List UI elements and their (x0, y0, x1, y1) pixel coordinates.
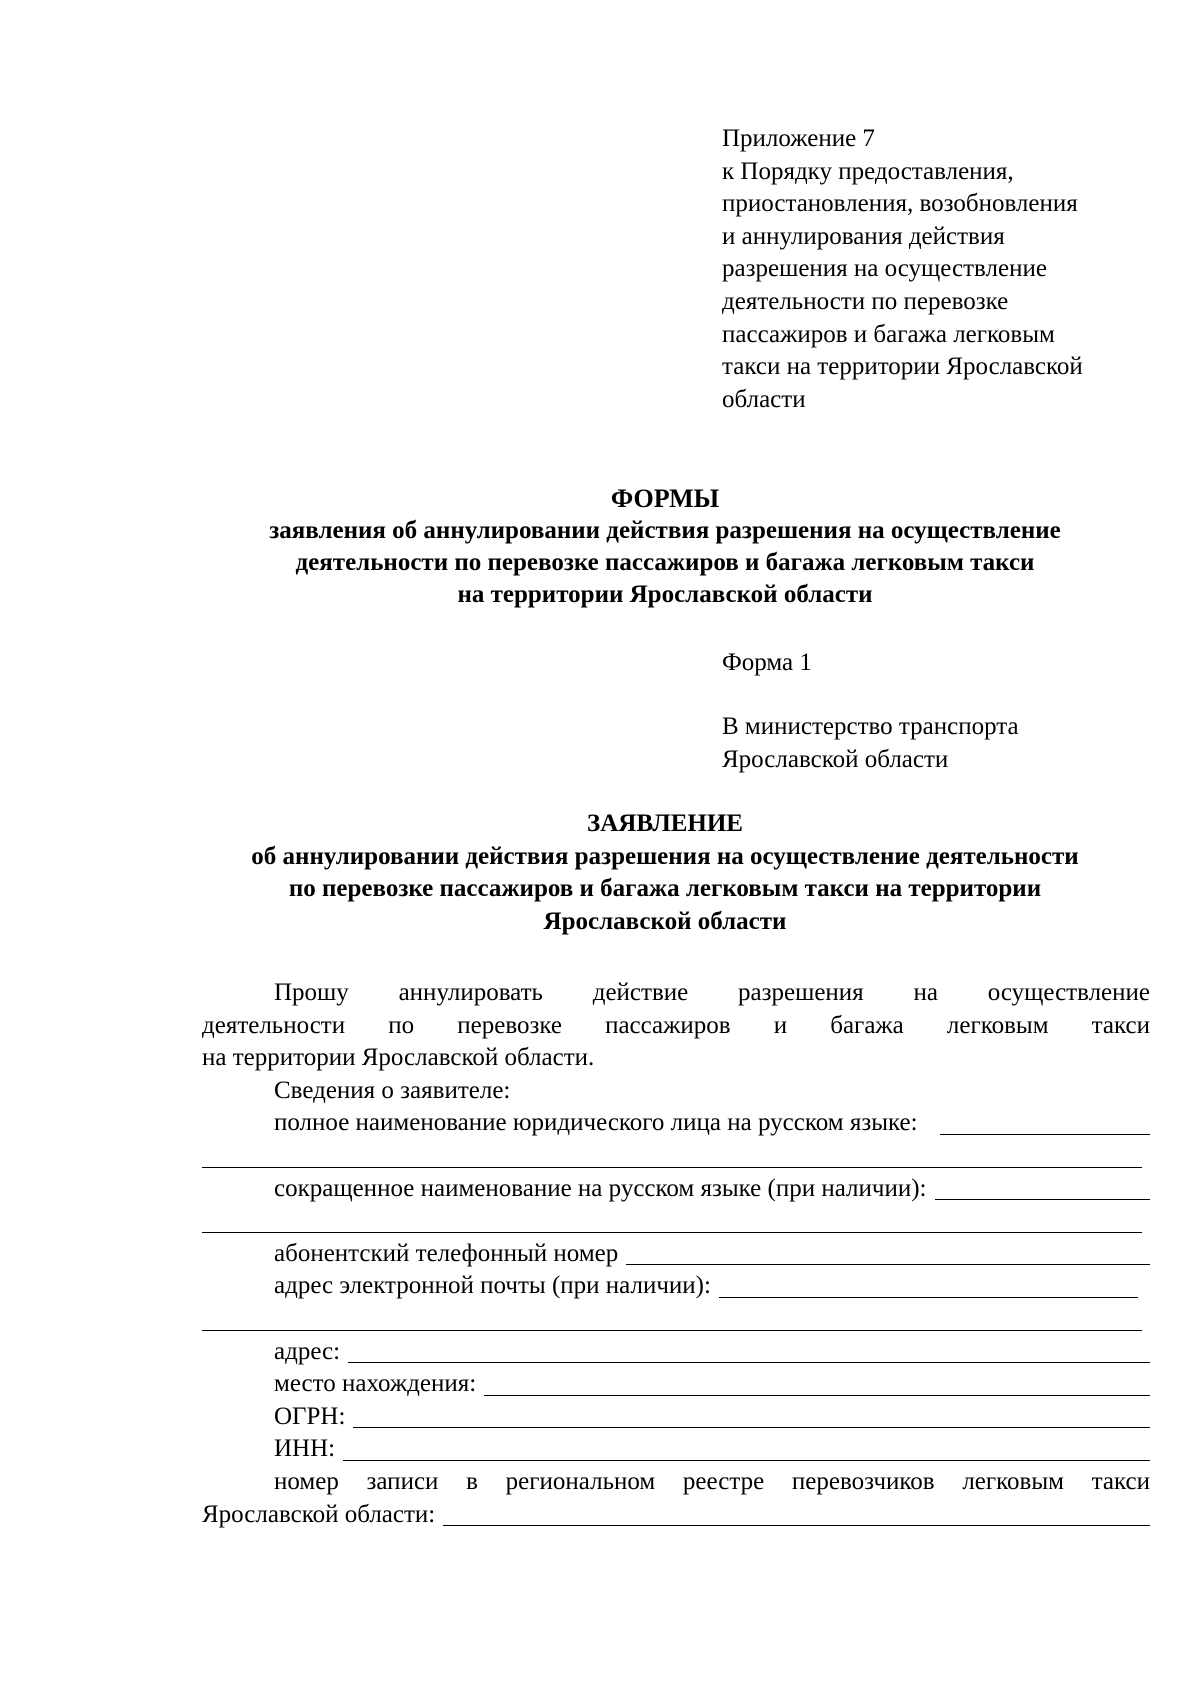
email-field-continued[interactable] (202, 1303, 1150, 1336)
request-text-line: деятельности по перевозке пассажиров и багажа легковым такси (202, 1011, 1150, 1039)
appendix-line: области (722, 385, 806, 413)
forms-title-line: деятельности по перевозке пассажиров и багажа легковым такси (295, 549, 1035, 576)
forms-title (200, 483, 1130, 611)
ogrn-field[interactable] (353, 1427, 1150, 1428)
location-label: место нахождения: (274, 1370, 477, 1398)
registry-row (202, 1499, 1150, 1532)
location-field[interactable] (484, 1395, 1150, 1396)
request-text-line: Прошу аннулировать действие разрешения на осуществление (274, 979, 1150, 1006)
addressee-line: Ярославской области (722, 745, 949, 773)
appendix-line: приостановления, возобновления (722, 190, 1078, 218)
forms-heading: ФОРМЫ (610, 484, 720, 513)
forms-title-line: на территории Ярославской области (457, 581, 873, 608)
full-name-field-continued[interactable] (202, 1140, 1150, 1173)
phone-row (202, 1238, 1150, 1271)
appendix-line: Приложение 7 (722, 125, 875, 152)
addressee-line: В министерство транспорта (722, 713, 1019, 740)
address-field[interactable] (348, 1362, 1150, 1363)
email-label: адрес электронной почты (при наличии): (274, 1272, 711, 1300)
registry-label: Ярославской области: (202, 1500, 436, 1528)
registry-field[interactable] (443, 1525, 1150, 1526)
addressee (722, 711, 1019, 776)
short-name-row (202, 1173, 1150, 1206)
short-name-field[interactable] (935, 1199, 1150, 1200)
phone-label: абонентский телефонный номер (274, 1239, 619, 1267)
application-heading: ЗАЯВЛЕНИЕ (587, 810, 743, 837)
form-number: Форма 1 (722, 649, 812, 676)
location-row (202, 1368, 1150, 1401)
full-name-field[interactable] (940, 1134, 1150, 1135)
appendix-header (722, 123, 1142, 416)
email-row (202, 1270, 1150, 1303)
application-title-line: по перевозке пассажиров и багажа легковым такси на территории (288, 875, 1042, 903)
short-name-field-continued[interactable] (202, 1205, 1150, 1238)
request-text-line: на территории Ярославской области. (202, 1044, 595, 1072)
address-row (202, 1336, 1150, 1369)
address-label: адрес: (274, 1337, 341, 1365)
phone-field[interactable] (626, 1264, 1150, 1265)
appendix-line: разрешения на осуществление (722, 255, 1047, 283)
inn-row (202, 1433, 1150, 1466)
registry-text-line: номер записи в региональном реестре перевозчиков легковым такси (274, 1467, 1150, 1495)
email-field[interactable] (719, 1297, 1138, 1298)
appendix-line: пассажиров и багажа легковым (722, 320, 1055, 348)
full-name-label: полное наименование юридического лица на русском языке: (274, 1109, 918, 1137)
applicant-header: Сведения о заявителе: (274, 1076, 511, 1104)
short-name-label: сокращенное наименование на русском языке (при наличии): (274, 1174, 927, 1202)
application-title-line: Ярославской области (543, 907, 787, 935)
inn-field[interactable] (343, 1460, 1150, 1461)
appendix-line: деятельности по перевозке (722, 287, 1009, 315)
application-title (200, 808, 1130, 938)
appendix-line: к Порядку предоставления, (722, 157, 1014, 185)
appendix-line: такси на территории Ярославской (722, 353, 1083, 381)
application-body (202, 977, 1150, 1531)
full-name-row (202, 1107, 1150, 1140)
inn-label: ИНН: (274, 1435, 336, 1463)
appendix-line: и аннулирования действия (722, 222, 1005, 250)
forms-title-line: заявления об аннулировании действия разрешения на осуществление (269, 517, 1061, 544)
ogrn-row (202, 1401, 1150, 1434)
ogrn-label: ОГРН: (274, 1402, 346, 1430)
application-title-line: об аннулировании действия разрешения на осуществление деятельности (251, 842, 1079, 870)
